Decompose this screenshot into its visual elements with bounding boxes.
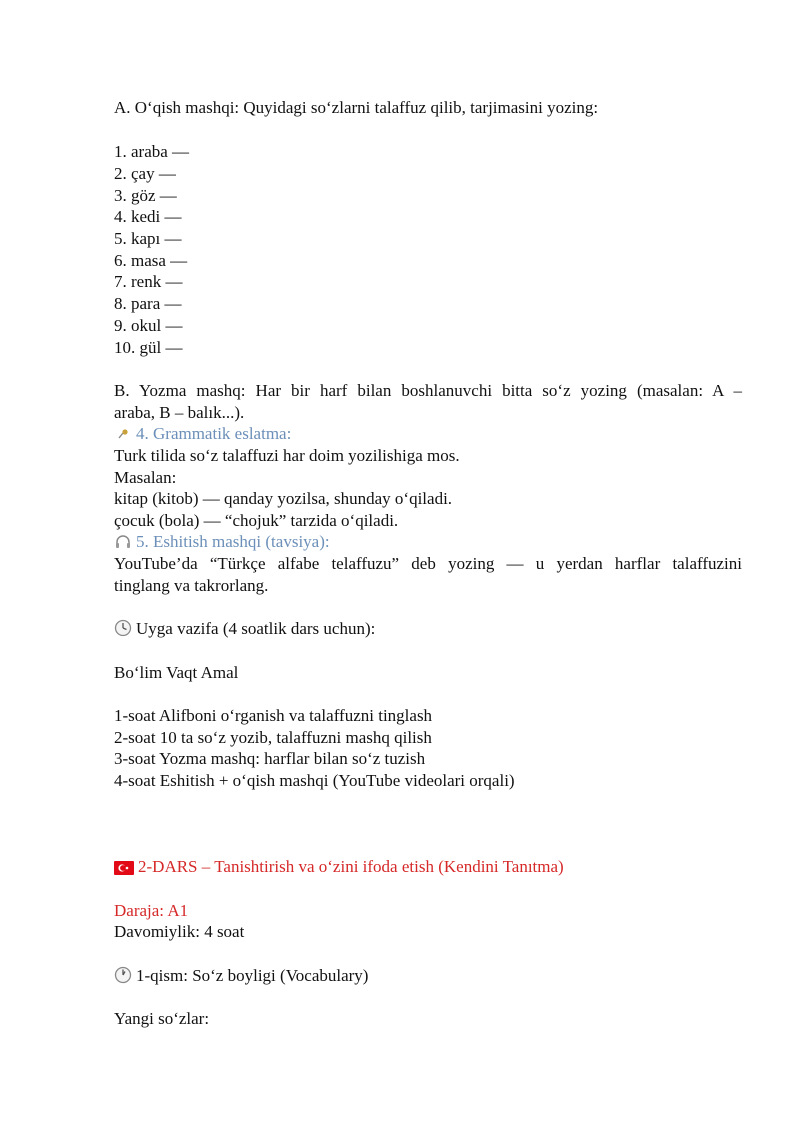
- lesson2-title-text: 2-DARS – Tanishtirish va o‘zini ifoda etish (Kendini Tanıtma): [138, 857, 564, 876]
- turkey-flag-icon: [114, 860, 134, 880]
- grammar-line-4: çocuk (bola) — “chojuk” tarzida o‘qiladi.: [114, 511, 399, 530]
- grammar-line-1: Turk tilida so‘z talaffuzi har doim yozilishiga mos.: [114, 446, 460, 465]
- clock-one-icon: [114, 966, 132, 989]
- list-item: 7. renk —: [114, 272, 183, 291]
- grammar-line-3: kitap (kitob) — qanday yozilsa, shunday o‘qiladi.: [114, 489, 453, 508]
- lesson2-new-words: Yangi so‘zlar:: [114, 1009, 210, 1028]
- grammar-line-2: Masalan:: [114, 468, 177, 487]
- list-item: 10. gül —: [114, 338, 183, 357]
- list-item: 6. masa —: [114, 251, 188, 270]
- clock-icon: [114, 619, 132, 642]
- grammar-heading-text: 4. Grammatik eslatma:: [136, 424, 292, 443]
- section-b-line-1: B. Yozma mashq: Har bir harf bilan boshlanuvchi bitta so‘z yozing (masalan: A –: [114, 381, 742, 400]
- table-row: 4-soat Eshitish + o‘qish mashqi (YouTube videolari orqali): [114, 771, 515, 790]
- list-item: 2. çay —: [114, 164, 176, 183]
- list-item: 8. para —: [114, 294, 182, 313]
- listening-heading-text: 5. Eshitish mashqi (tavsiya):: [136, 532, 330, 551]
- list-item: 3. göz —: [114, 186, 177, 205]
- section-a-heading: A. O‘qish mashqi: Quyidagi so‘zlarni talaffuz qilib, tarjimasini yozing:: [114, 98, 599, 117]
- listening-line-1: YouTube’da “Türkçe alfabe telaffuzu” deb yozing — u yerdan harflar talaffuzini: [114, 554, 742, 573]
- homework-table-header: Bo‘lim Vaqt Amal: [114, 663, 239, 682]
- headphones-icon: [114, 534, 132, 555]
- list-item: 1. araba —: [114, 142, 190, 161]
- list-item: 9. okul —: [114, 316, 183, 335]
- pushpin-icon: [114, 426, 132, 447]
- lesson2-part1: [114, 966, 368, 989]
- lesson2-part1-text: 1-qism: So‘z boyligi (Vocabulary): [136, 966, 369, 985]
- homework-heading-text: Uyga vazifa (4 soatlik dars uchun):: [136, 619, 376, 638]
- lesson2-level: Daraja: A1: [114, 901, 189, 920]
- table-row: 3-soat Yozma mashq: harflar bilan so‘z tuzish: [114, 749, 426, 768]
- section-b-line-2: araba, B – balık...).: [114, 403, 245, 422]
- table-row: 1-soat Alifboni o‘rganish va talaffuzni tinglash: [114, 706, 433, 725]
- lesson2-title: [114, 857, 564, 880]
- grammar-heading: [114, 424, 291, 447]
- table-row: 2-soat 10 ta so‘z yozib, talaffuzni mashq qilish: [114, 728, 432, 747]
- list-item: 5. kapı —: [114, 229, 182, 248]
- list-item: 4. kedi —: [114, 207, 182, 226]
- listening-heading: [114, 532, 330, 555]
- homework-heading: [114, 619, 375, 642]
- lesson2-duration: Davomiylik: 4 soat: [114, 922, 245, 941]
- listening-line-2: tinglang va takrorlang.: [114, 576, 269, 595]
